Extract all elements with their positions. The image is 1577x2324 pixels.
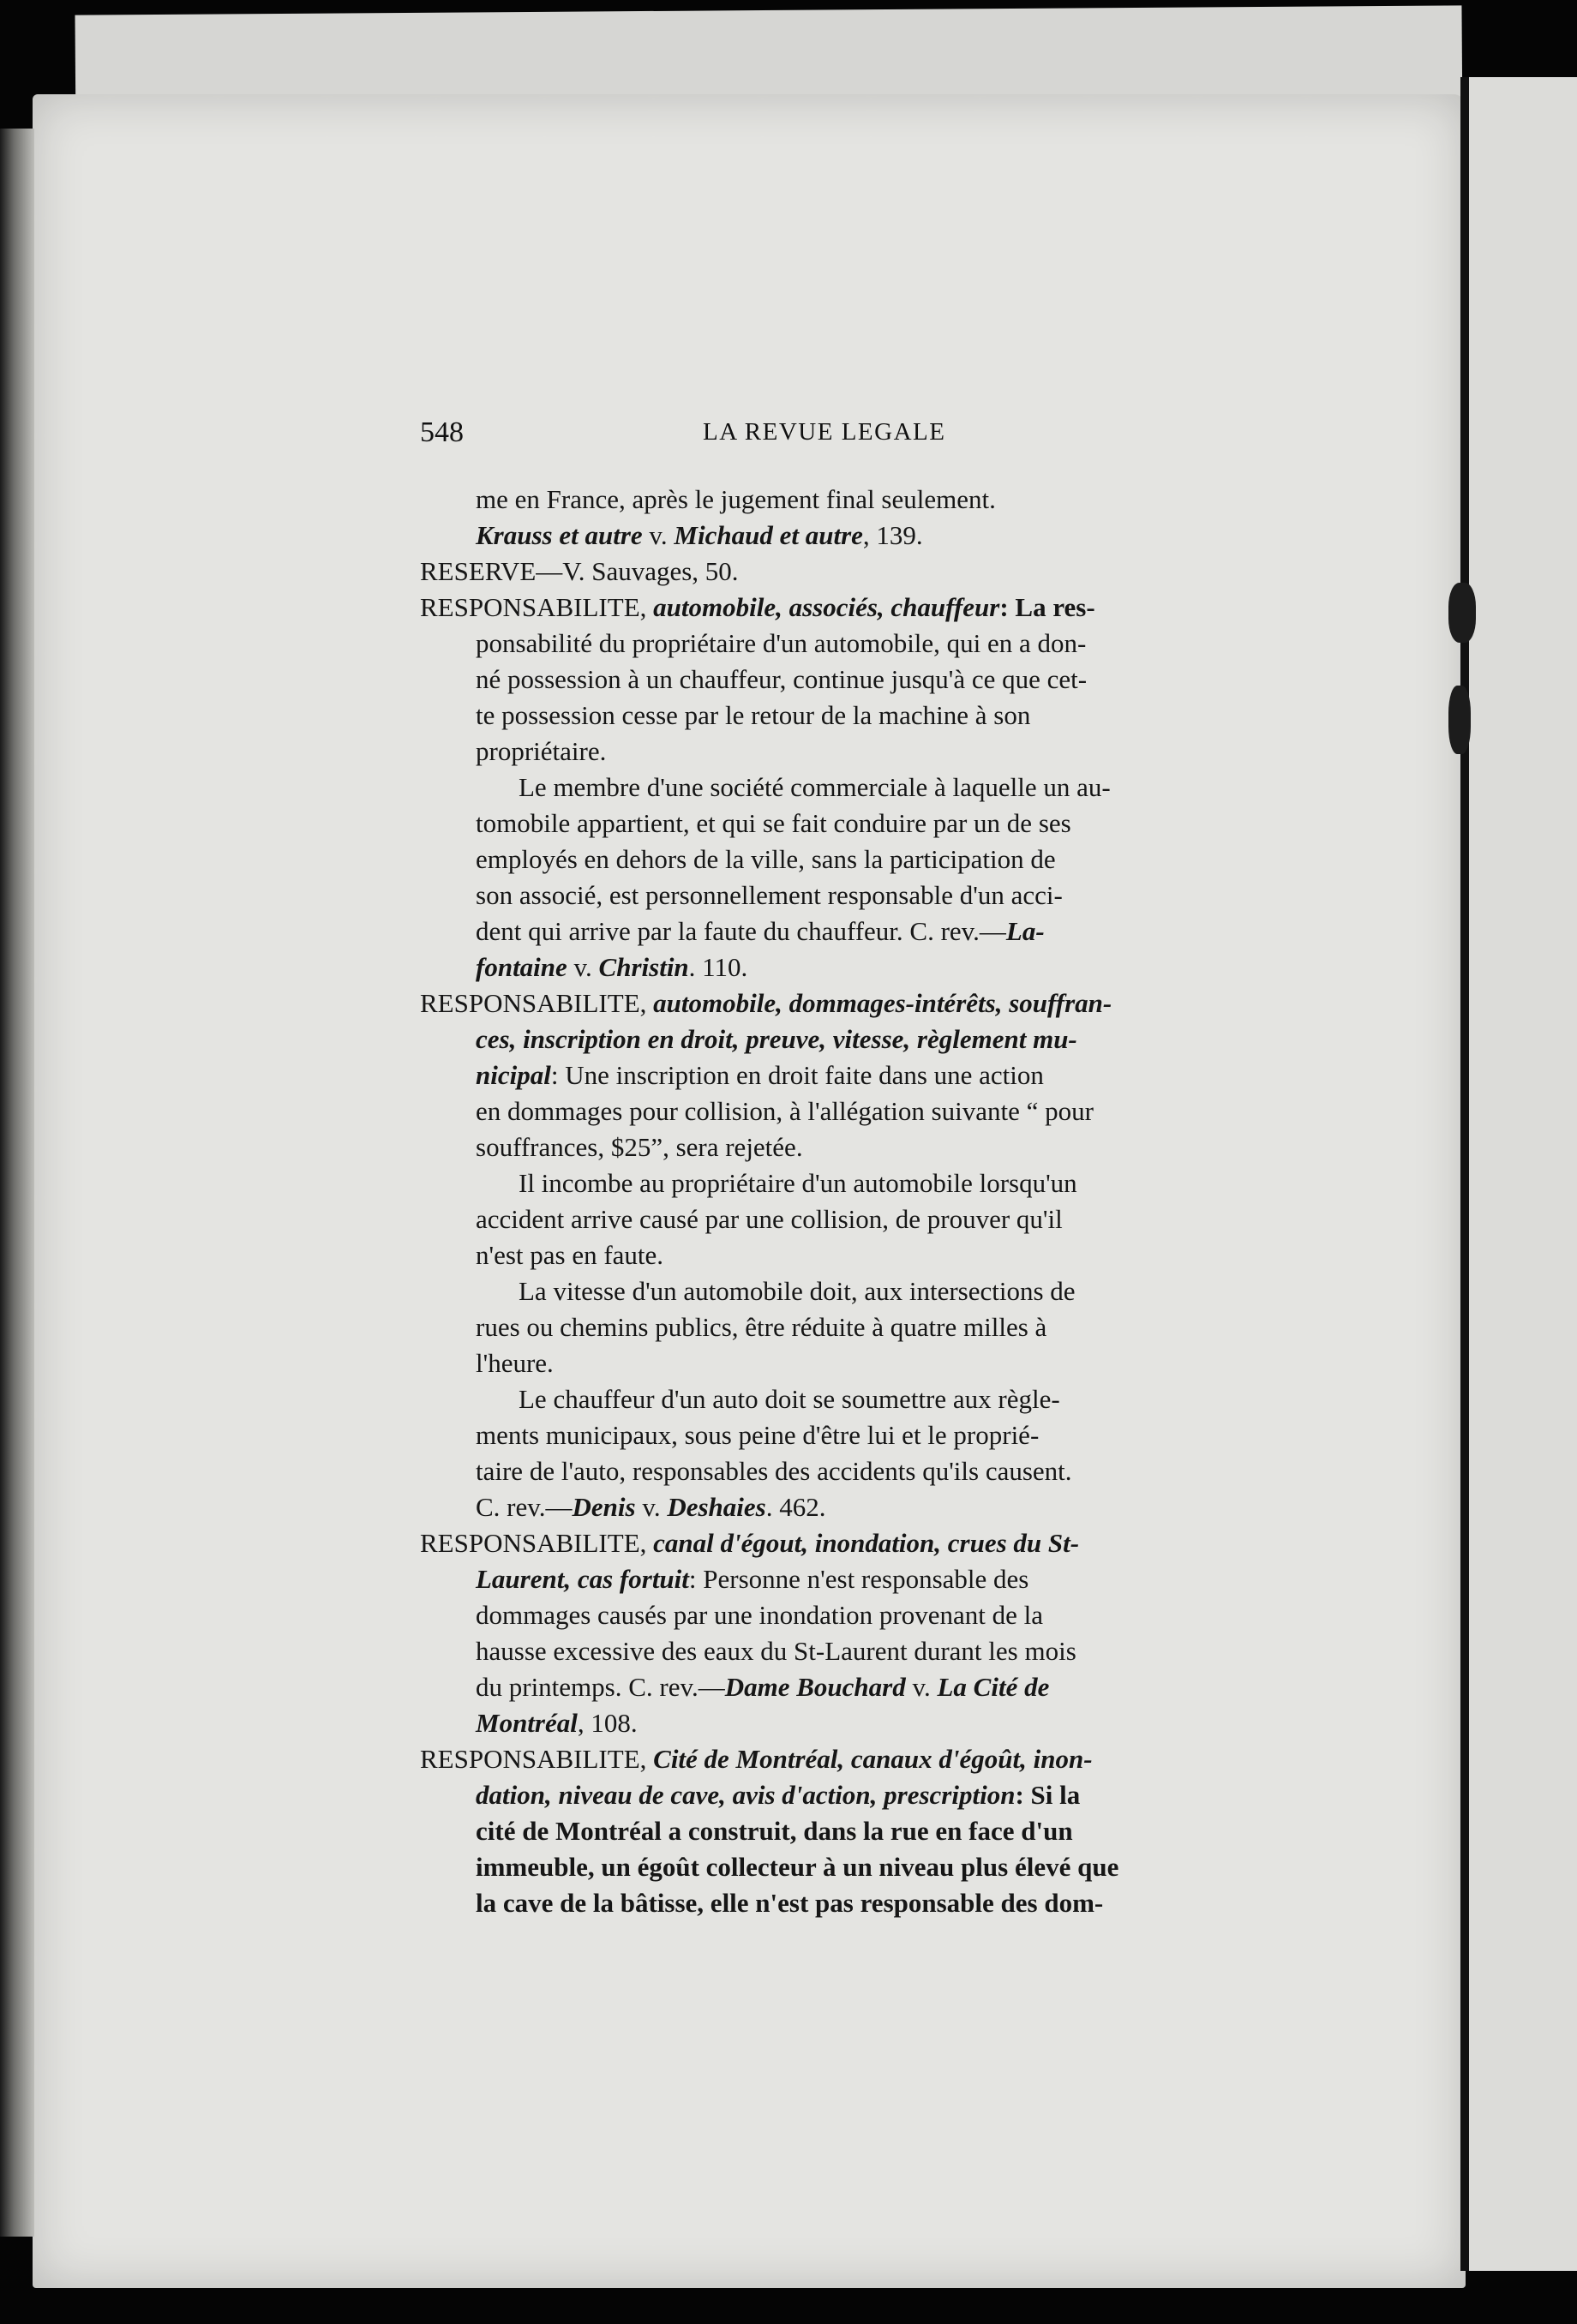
page-stack-edge xyxy=(0,129,34,2237)
text-segment: . 110. xyxy=(688,952,748,982)
text-segment: La vitesse d'un automobile doit, aux intersections de xyxy=(519,1276,1076,1306)
text-segment: C. rev.— xyxy=(476,1492,573,1522)
text-segment: : La res- xyxy=(999,592,1095,622)
page-header xyxy=(420,416,1281,456)
text-line xyxy=(420,662,1281,698)
text-segment: v. xyxy=(567,952,599,982)
text-segment: v. xyxy=(642,520,675,550)
text-line xyxy=(420,1669,1281,1705)
text-segment: tomobile appartient, et qui se fait conduire par un de ses xyxy=(476,808,1071,838)
text-segment: du printemps. C. rev.— xyxy=(476,1672,725,1702)
text-line xyxy=(420,1057,1281,1093)
text-segment: fontaine xyxy=(476,952,567,982)
running-title: LA REVUE LEGALE xyxy=(703,418,946,446)
text-segment: taire de l'auto, responsables des accidents qu'ils causent. xyxy=(476,1456,1072,1486)
text-segment: Michaud et autre xyxy=(674,520,863,550)
text-line xyxy=(420,1093,1281,1129)
text-segment: accident arrive causé par une collision, de prouver qu'il xyxy=(476,1204,1063,1234)
text-segment: te possession cesse par le retour de la machine à son xyxy=(476,700,1031,730)
text-segment: automobile, associés, chauffeur xyxy=(653,592,1000,622)
text-line xyxy=(420,1381,1281,1417)
text-line xyxy=(420,518,1281,554)
page-number: 548 xyxy=(420,416,464,448)
text-line xyxy=(420,1849,1281,1885)
text-segment: ponsabilité du propriétaire d'un automobile, qui en a don- xyxy=(476,628,1087,658)
text-segment: me en France, après le jugement final seulement. xyxy=(476,484,996,514)
text-line xyxy=(420,1129,1281,1165)
binding-mark xyxy=(1448,583,1476,643)
text-line xyxy=(420,1741,1281,1777)
text-segment: cité de Montréal a construit, dans la rue en face d'un xyxy=(476,1816,1073,1846)
text-segment: ces, inscription en droit, preuve, vitesse, règlement mu- xyxy=(476,1024,1077,1054)
text-line xyxy=(420,1597,1281,1633)
text-line xyxy=(420,770,1281,806)
text-line xyxy=(420,1777,1281,1813)
text-line xyxy=(420,1237,1281,1273)
text-line xyxy=(420,806,1281,842)
text-line xyxy=(420,1813,1281,1849)
text-line xyxy=(420,1525,1281,1561)
text-line xyxy=(420,949,1281,985)
text-segment: hausse excessive des eaux du St-Laurent durant les mois xyxy=(476,1636,1076,1666)
text-line xyxy=(420,482,1281,518)
text-segment: v. xyxy=(905,1672,938,1702)
text-segment: immeuble, un égoût collecteur à un niveau plus élevé que xyxy=(476,1852,1119,1882)
text-segment: canal d'égout, inondation, crues du St- xyxy=(653,1528,1080,1558)
text-segment: , 139. xyxy=(862,520,923,550)
text-segment: RESPONSABILITE, xyxy=(420,1744,654,1774)
text-segment: RESPONSABILITE, xyxy=(420,988,654,1018)
text-line xyxy=(420,985,1281,1021)
text-segment: Le membre d'une société commerciale à laquelle un au- xyxy=(519,772,1111,802)
text-segment: l'heure. xyxy=(476,1348,554,1378)
text-line xyxy=(420,1453,1281,1489)
text-segment: en dommages pour collision, à l'allégation suivante “ pour xyxy=(476,1096,1094,1126)
text-segment: RESPONSABILITE, xyxy=(420,1528,654,1558)
text-segment: la cave de la bâtisse, elle n'est pas responsable des dom- xyxy=(476,1888,1104,1918)
text-segment: : Personne n'est responsable des xyxy=(688,1564,1029,1594)
text-segment: : Une inscription en droit faite dans une action xyxy=(550,1060,1044,1090)
text-segment: Krauss et autre xyxy=(476,520,643,550)
text-segment: Cité de Montréal, canaux d'égoût, inon- xyxy=(653,1744,1093,1774)
text-segment: n'est pas en faute. xyxy=(476,1240,664,1270)
text-segment: propriétaire. xyxy=(476,736,607,766)
text-segment: Il incombe au propriétaire d'un automobile lorsqu'un xyxy=(519,1168,1077,1198)
text-line xyxy=(420,626,1281,662)
text-line xyxy=(420,1165,1281,1201)
text-segment: né possession à un chauffeur, continue jusqu'à ce que cet- xyxy=(476,664,1088,694)
text-line xyxy=(420,1561,1281,1597)
text-segment: employés en dehors de la ville, sans la participation de xyxy=(476,844,1056,874)
text-segment: La- xyxy=(1005,916,1045,946)
text-segment: Denis xyxy=(572,1492,636,1522)
text-segment: Montréal xyxy=(476,1708,578,1738)
text-line xyxy=(420,1201,1281,1237)
text-line xyxy=(420,842,1281,877)
adjacent-page xyxy=(1460,77,1577,2271)
text-segment: Dame Bouchard xyxy=(724,1672,906,1702)
text-segment: v. xyxy=(635,1492,668,1522)
text-line xyxy=(420,877,1281,913)
text-segment: , 108. xyxy=(577,1708,638,1738)
text-segment: La Cité de xyxy=(937,1672,1050,1702)
text-segment: souffrances, $25”, sera rejetée. xyxy=(476,1132,803,1162)
text-line xyxy=(420,734,1281,770)
text-segment: Deshaies xyxy=(667,1492,766,1522)
text-segment: ments municipaux, sous peine d'être lui et le proprié- xyxy=(476,1420,1040,1450)
text-line xyxy=(420,1309,1281,1345)
text-segment: dommages causés par une inondation provenant de la xyxy=(476,1600,1043,1630)
text-line xyxy=(420,554,1281,590)
text-segment: nicipal xyxy=(476,1060,551,1090)
text-line xyxy=(420,913,1281,949)
text-segment: RESPONSABILITE, xyxy=(420,592,654,622)
text-segment: dent qui arrive par la faute du chauffeur. C. rev.— xyxy=(476,916,1006,946)
text-line xyxy=(420,1885,1281,1921)
text-line xyxy=(420,1345,1281,1381)
text-segment: : Si la xyxy=(1015,1780,1081,1810)
text-segment: Laurent, cas fortuit xyxy=(476,1564,689,1594)
text-segment: son associé, est personnellement responsable d'un acci- xyxy=(476,880,1063,910)
text-line xyxy=(420,1705,1281,1741)
text-line xyxy=(420,590,1281,626)
text-segment: automobile, dommages-intérêts, souffran- xyxy=(653,988,1112,1018)
text-segment: dation, niveau de cave, avis d'action, prescription xyxy=(476,1780,1016,1810)
text-line xyxy=(420,1021,1281,1057)
binding-mark xyxy=(1448,686,1471,754)
text-line xyxy=(420,698,1281,734)
text-line xyxy=(420,1633,1281,1669)
text-segment: Christin xyxy=(598,952,689,982)
text-line xyxy=(420,1489,1281,1525)
text-segment: RESERVE—V. Sauvages, 50. xyxy=(420,556,739,586)
text-line xyxy=(420,1417,1281,1453)
text-line xyxy=(420,1273,1281,1309)
index-entries xyxy=(420,482,1281,1921)
text-segment: Le chauffeur d'un auto doit se soumettre aux règle- xyxy=(519,1384,1060,1414)
text-segment: rues ou chemins publics, être réduite à quatre milles à xyxy=(476,1312,1047,1342)
text-segment: . 462. xyxy=(765,1492,826,1522)
